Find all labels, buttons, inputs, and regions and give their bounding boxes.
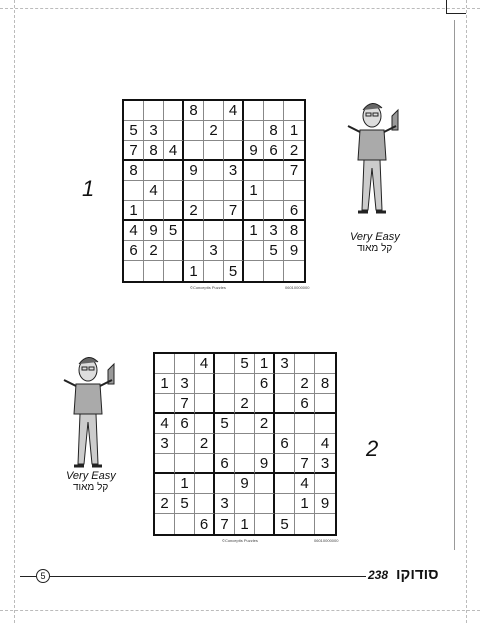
left-cut-line	[14, 0, 15, 623]
sudoku-cell: 5	[124, 121, 144, 141]
sudoku-cell	[315, 474, 335, 494]
sudoku-cell: 3	[204, 241, 224, 261]
sudoku-cell	[155, 474, 175, 494]
sudoku-cell: 2	[284, 141, 304, 161]
sudoku-cell: 3	[224, 161, 244, 181]
sudoku-cell: 6	[275, 434, 295, 454]
sudoku-cell: 2	[235, 394, 255, 414]
sudoku-grid-1	[122, 99, 306, 283]
sudoku-cell	[144, 161, 164, 181]
puzzle-id: 06010000000	[314, 538, 339, 543]
sudoku-cell: 2	[295, 374, 315, 394]
sudoku-cell: 6	[284, 201, 304, 221]
sudoku-cell: 8	[264, 121, 284, 141]
sudoku-cell	[244, 241, 264, 261]
sudoku-cell	[195, 394, 215, 414]
puzzle-credit: ©Conceptis Puzzles	[222, 538, 258, 543]
sudoku-cell: 1	[244, 221, 264, 241]
sudoku-cell	[264, 101, 284, 121]
sudoku-cell	[195, 454, 215, 474]
sudoku-cell: 5	[275, 514, 295, 534]
sudoku-cell: 4	[315, 434, 335, 454]
sudoku-cell	[164, 241, 184, 261]
sudoku-cell: 6	[195, 514, 215, 534]
sudoku-cell	[275, 494, 295, 514]
difficulty-label: Very Easy	[66, 470, 116, 482]
sudoku-cell: 8	[144, 141, 164, 161]
sudoku-cell	[235, 494, 255, 514]
sudoku-cell	[184, 121, 204, 141]
sudoku-cell: 6	[295, 394, 315, 414]
sudoku-cell: 5	[224, 261, 244, 281]
sudoku-cell: 1	[284, 121, 304, 141]
sudoku-cell	[144, 201, 164, 221]
sudoku-cell	[235, 434, 255, 454]
sudoku-cell: 9	[284, 241, 304, 261]
sudoku-cell: 3	[315, 454, 335, 474]
sudoku-cell	[155, 454, 175, 474]
sudoku-cell	[204, 261, 224, 281]
sudoku-cell	[284, 261, 304, 281]
page-number: 5	[36, 569, 50, 583]
sudoku-cell	[244, 121, 264, 141]
sudoku-cell	[275, 374, 295, 394]
sudoku-cell	[184, 221, 204, 241]
sudoku-cell: 7	[175, 394, 195, 414]
sudoku-cell: 2	[144, 241, 164, 261]
sudoku-cell: 4	[295, 474, 315, 494]
sudoku-cell	[195, 474, 215, 494]
sudoku-cell	[235, 414, 255, 434]
sudoku-cell	[264, 161, 284, 181]
sudoku-cell	[164, 181, 184, 201]
sudoku-cell	[295, 354, 315, 374]
sudoku-cell: 9	[255, 454, 275, 474]
sudoku-cell	[175, 514, 195, 534]
margin-line	[454, 20, 455, 550]
sudoku-cell	[124, 101, 144, 121]
sudoku-cell	[244, 101, 264, 121]
sudoku-cell: 6	[264, 141, 284, 161]
sudoku-cell: 1	[184, 261, 204, 281]
cartoon-nerd-with-number-one-icon	[340, 98, 410, 228]
sudoku-cell	[175, 354, 195, 374]
footer-rule	[50, 576, 366, 577]
sudoku-cell: 2	[204, 121, 224, 141]
puzzle-number-2: 2	[366, 436, 379, 461]
sudoku-cell	[255, 494, 275, 514]
sudoku-cell: 8	[284, 221, 304, 241]
sudoku-cell: 2	[195, 434, 215, 454]
sudoku-cell	[224, 241, 244, 261]
sudoku-cell	[244, 201, 264, 221]
sudoku-cell	[284, 181, 304, 201]
issue-number: 238	[368, 568, 389, 582]
sudoku-cell	[204, 201, 224, 221]
bottom-cut-line	[0, 610, 480, 611]
sudoku-cell	[215, 394, 235, 414]
sudoku-cell: 7	[284, 161, 304, 181]
sudoku-cell: 9	[315, 494, 335, 514]
sudoku-cell	[224, 141, 244, 161]
sudoku-cell: 3	[275, 354, 295, 374]
sudoku-cell: 1	[255, 354, 275, 374]
sudoku-cell	[155, 514, 175, 534]
sudoku-cell	[215, 354, 235, 374]
sudoku-cell	[204, 181, 224, 201]
sudoku-cell	[275, 414, 295, 434]
sudoku-cell: 3	[175, 374, 195, 394]
sudoku-cell	[295, 434, 315, 454]
sudoku-cell: 3	[155, 434, 175, 454]
corner-mark	[446, 0, 447, 14]
sudoku-cell: 4	[155, 414, 175, 434]
sudoku-cell	[315, 514, 335, 534]
sudoku-cell: 6	[175, 414, 195, 434]
sudoku-cell: 7	[215, 514, 235, 534]
difficulty-label: Very Easy	[350, 231, 400, 243]
sudoku-cell: 5	[235, 354, 255, 374]
sudoku-cell	[155, 394, 175, 414]
sudoku-cell: 4	[164, 141, 184, 161]
sudoku-cell: 8	[124, 161, 144, 181]
sudoku-cell	[164, 261, 184, 281]
sudoku-cell	[204, 161, 224, 181]
sudoku-cell	[235, 374, 255, 394]
sudoku-cell	[255, 394, 275, 414]
sudoku-cell	[215, 434, 235, 454]
sudoku-cell	[155, 354, 175, 374]
puzzle-credit: ©Conceptis Puzzles	[190, 285, 226, 290]
sudoku-cell	[184, 241, 204, 261]
sudoku-cell	[224, 221, 244, 241]
puzzle-id: 06010000000	[285, 285, 310, 290]
sudoku-cell: 3	[215, 494, 235, 514]
sudoku-cell: 4	[144, 181, 164, 201]
sudoku-cell	[224, 181, 244, 201]
sudoku-cell	[255, 434, 275, 454]
sudoku-cell: 1	[175, 474, 195, 494]
sudoku-cell: 1	[244, 181, 264, 201]
sudoku-cell: 9	[235, 474, 255, 494]
sudoku-cell	[244, 261, 264, 281]
sudoku-cell: 6	[215, 454, 235, 474]
sudoku-cell	[164, 161, 184, 181]
sudoku-cell	[255, 474, 275, 494]
sudoku-cell	[275, 394, 295, 414]
sudoku-cell	[204, 141, 224, 161]
sudoku-cell: 1	[295, 494, 315, 514]
sudoku-cell	[215, 474, 235, 494]
difficulty-label-hebrew: קל מאוד	[73, 482, 109, 493]
sudoku-cell: 1	[235, 514, 255, 534]
top-cut-line	[0, 8, 480, 9]
sudoku-cell	[204, 221, 224, 241]
sudoku-cell	[215, 374, 235, 394]
sudoku-cell	[264, 181, 284, 201]
sudoku-cell: 9	[244, 141, 264, 161]
sudoku-cell: 1	[124, 201, 144, 221]
sudoku-cell: 5	[164, 221, 184, 241]
sudoku-cell: 9	[144, 221, 164, 241]
sudoku-cell	[175, 434, 195, 454]
sudoku-cell	[195, 494, 215, 514]
sudoku-cell: 5	[215, 414, 235, 434]
sudoku-cell: 2	[184, 201, 204, 221]
sudoku-cell: 4	[195, 354, 215, 374]
sudoku-cell	[275, 474, 295, 494]
sudoku-cell	[124, 261, 144, 281]
sudoku-cell: 1	[155, 374, 175, 394]
sudoku-cell: 5	[264, 241, 284, 261]
sudoku-cell	[195, 374, 215, 394]
sudoku-cell	[275, 454, 295, 474]
sudoku-cell: 6	[255, 374, 275, 394]
sudoku-cell	[164, 121, 184, 141]
sudoku-cell	[244, 161, 264, 181]
sudoku-cell: 3	[144, 121, 164, 141]
sudoku-cell	[124, 181, 144, 201]
sudoku-cell: 4	[124, 221, 144, 241]
sudoku-cell	[315, 394, 335, 414]
sudoku-cell	[144, 261, 164, 281]
sudoku-cell	[315, 414, 335, 434]
sudoku-cell	[295, 514, 315, 534]
sudoku-cell: 7	[224, 201, 244, 221]
sudoku-cell	[184, 141, 204, 161]
sudoku-cell	[255, 514, 275, 534]
difficulty-label-hebrew: קל מאוד	[357, 243, 393, 254]
sudoku-cell	[164, 201, 184, 221]
sudoku-cell	[175, 454, 195, 474]
sudoku-cell	[235, 454, 255, 474]
sudoku-cell	[164, 101, 184, 121]
sudoku-cell	[295, 414, 315, 434]
sudoku-cell: 4	[224, 101, 244, 121]
sudoku-cell: 8	[184, 101, 204, 121]
sudoku-cell: 6	[124, 241, 144, 261]
corner-mark	[446, 13, 466, 14]
sudoku-cell: 2	[155, 494, 175, 514]
sudoku-cell	[264, 201, 284, 221]
sudoku-cell	[284, 101, 304, 121]
sudoku-cell: 2	[255, 414, 275, 434]
sudoku-cell	[204, 101, 224, 121]
sudoku-cell: 8	[315, 374, 335, 394]
sudoku-cell	[195, 414, 215, 434]
footer-rule	[20, 576, 36, 577]
sudoku-grid-2	[153, 352, 337, 536]
right-cut-line	[466, 0, 467, 623]
sudoku-cell: 9	[184, 161, 204, 181]
sudoku-cell: 7	[124, 141, 144, 161]
sudoku-cell: 3	[264, 221, 284, 241]
sudoku-cell: 5	[175, 494, 195, 514]
sudoku-cell	[315, 354, 335, 374]
sudoku-cell	[224, 121, 244, 141]
cartoon-nerd-with-number-one-icon	[56, 352, 126, 482]
puzzle-number-1: 1	[82, 176, 95, 201]
sudoku-cell	[264, 261, 284, 281]
sudoku-cell	[144, 101, 164, 121]
sudoku-cell	[184, 181, 204, 201]
brand-logo: סודוקו	[396, 566, 439, 583]
sudoku-cell: 7	[295, 454, 315, 474]
